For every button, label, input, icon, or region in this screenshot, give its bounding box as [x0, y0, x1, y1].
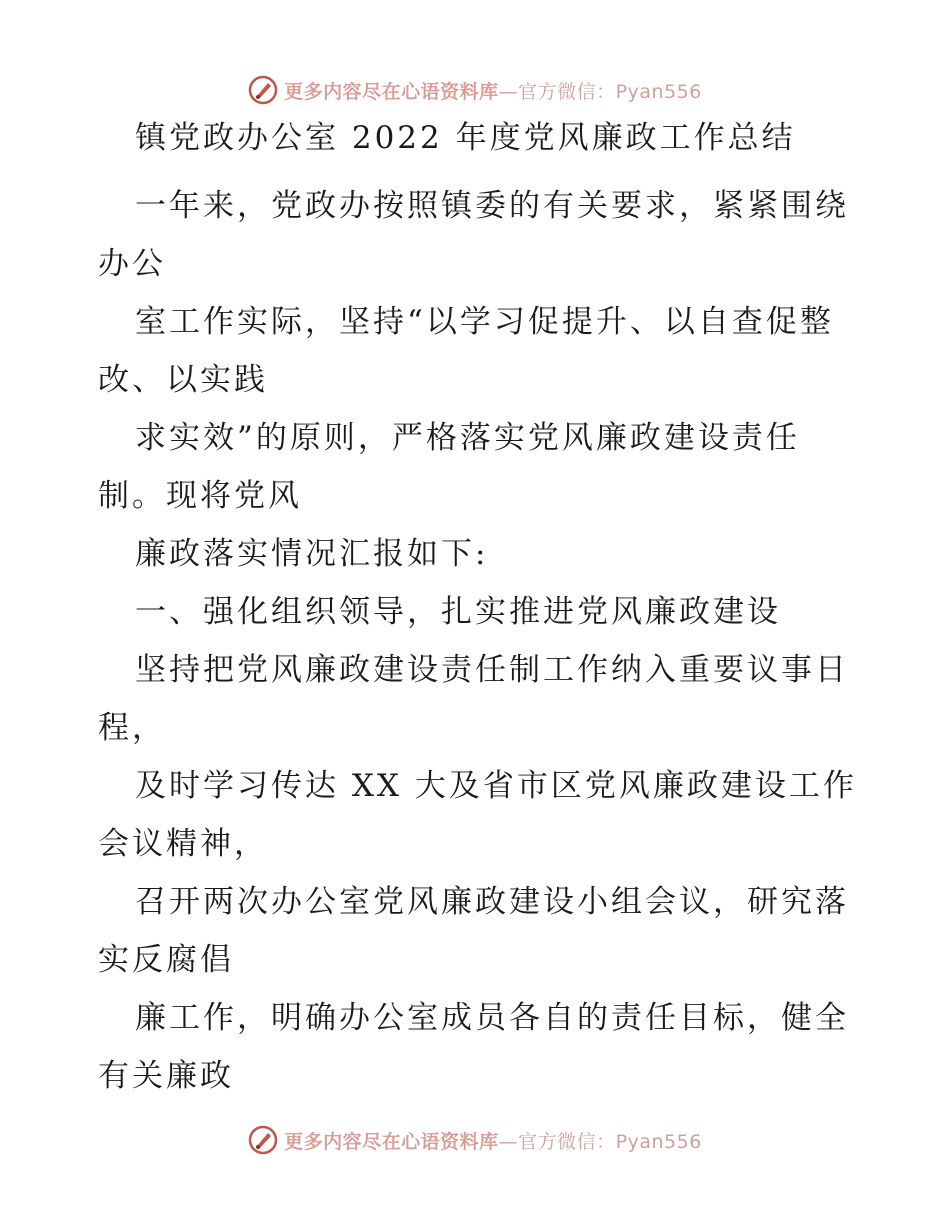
paragraph-line: 改、以实践	[98, 362, 268, 398]
document-title: 镇党政办公室 2022 年度党风廉政工作总结	[135, 120, 796, 156]
paragraph-line: 廉政落实情况汇报如下:	[135, 536, 489, 572]
paragraph-line: 制。现将党风	[98, 478, 302, 514]
paragraph-line: 室工作实际，坚持“以学习促提升、以自查促整	[135, 304, 834, 340]
header-banner-text	[284, 77, 702, 104]
header-banner-main: 更多内容尽在心语资料库	[284, 80, 499, 103]
paragraph-line: 办公	[98, 246, 166, 282]
section-heading: 一、强化组织领导，扎实推进党风廉政建设	[135, 594, 781, 630]
paragraph-line: 廉工作，明确办公室成员各自的责任目标，健全	[135, 1000, 849, 1036]
header-banner-rest: —官方微信：Pyan556	[498, 80, 702, 103]
paragraph-line: 一年来，党政办按照镇委的有关要求，紧紧围绕	[135, 188, 849, 224]
footer-banner-rest: —官方微信：Pyan556	[498, 1130, 702, 1153]
pen-logo-icon	[248, 1125, 278, 1155]
paragraph-line: 坚持把党风廉政建设责任制工作纳入重要议事日	[135, 652, 849, 688]
paragraph-line: 求实效”的原则，严格落实党风廉政建设责任	[135, 420, 800, 456]
paragraph-line: 召开两次办公室党风廉政建设小组会议，研究落	[135, 884, 849, 920]
paragraph-line: 及时学习传达 XX 大及省市区党风廉政建设工作	[135, 768, 857, 804]
pen-logo-icon	[248, 75, 278, 105]
footer-banner-main: 更多内容尽在心语资料库	[284, 1130, 499, 1153]
paragraph-line: 程，	[98, 710, 166, 746]
paragraph-line: 实反腐倡	[98, 942, 234, 978]
paragraph-line: 有关廉政	[98, 1058, 234, 1094]
header-watermark-banner	[0, 70, 950, 110]
paragraph-line: 会议精神，	[98, 826, 268, 862]
footer-watermark-banner	[0, 1120, 950, 1160]
footer-banner-text	[284, 1127, 702, 1154]
